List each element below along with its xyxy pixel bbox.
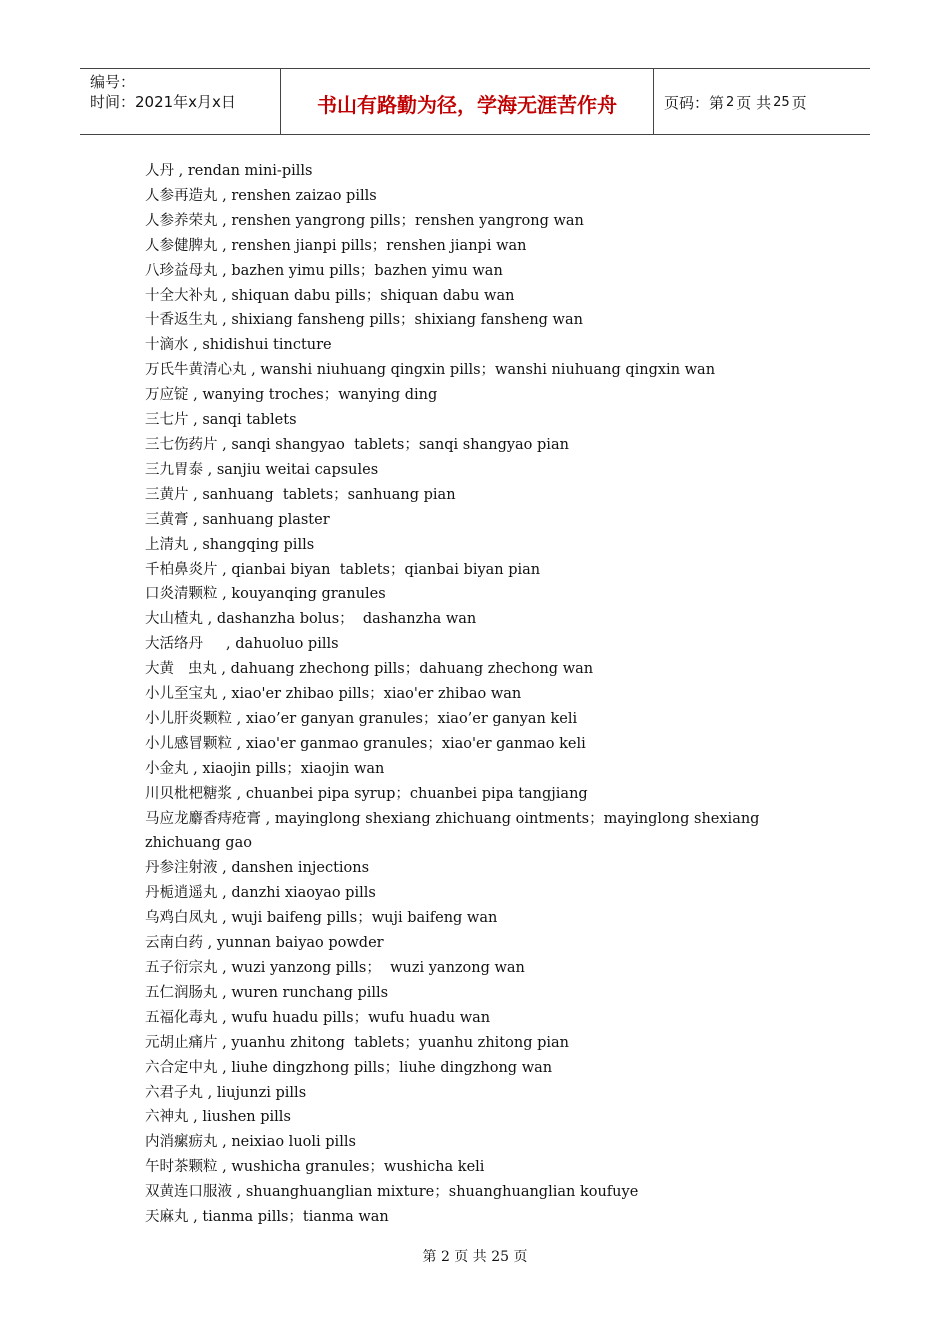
glossary-entry: 六君子丸 , liujunzi pills: [145, 1084, 307, 1101]
glossary-entry: 云南白药 , yunnan baiyao powder: [145, 935, 384, 952]
glossary-entry: 六神丸 , liushen pills: [145, 1109, 291, 1126]
glossary-entry: 大黄 虫丸 , dahuang zhechong pills；dahuang zhechong wan: [145, 661, 594, 678]
glossary-list: [145, 159, 795, 1230]
glossary-entry: 乌鸡白凤丸 , wuji baifeng pills；wuji baifeng wan: [145, 910, 498, 927]
glossary-entry: 大山楂丸 , dashanzha bolus； dashanzha wan: [145, 611, 477, 628]
glossary-entry: 川贝枇杷糖浆 , chuanbei pipa syrup；chuanbei pipa tangjiang: [145, 785, 588, 802]
glossary-entry: 五子衍宗丸 , wuzi yanzong pills； wuzi yanzong wan: [145, 960, 525, 976]
page-current: 2: [726, 95, 735, 110]
glossary-entry: 小金丸 , xiaojin pills；xiaojin wan: [145, 760, 385, 777]
time-label: 时间：2021年x月x日: [90, 93, 236, 111]
glossary-entry: 十滴水 , shidishui tincture: [145, 337, 332, 354]
glossary-entry: 万应锭 , wanying troches；wanying ding: [145, 387, 438, 404]
glossary-entry: 八珍益母丸 , bazhen yimu pills；bazhen yimu wan: [145, 262, 503, 279]
glossary-entry: 五福化毒丸 , wufu huadu pills；wufu huadu wan: [145, 1009, 491, 1026]
page-mid: 页 共: [736, 94, 772, 112]
glossary-entry: 十香返生丸 , shixiang fansheng pills；shixiang fansheng wan: [145, 312, 583, 329]
glossary-entry: 内消瘰疬丸 , neixiao luoli pills: [145, 1134, 356, 1151]
glossary-entry: 万氏牛黄清心丸 , wanshi niuhuang qingxin pills；wanshi niuhuang qingxin wan: [145, 362, 716, 379]
glossary-entry: 丹参注射液 , danshen injections: [145, 860, 370, 877]
page-total: 25: [773, 95, 790, 110]
glossary-entry: 口炎清颗粒 , kouyanqing granules: [145, 586, 386, 603]
glossary-entry: 小儿至宝丸 , xiao'er zhibao pills；xiao'er zhibao wan: [145, 686, 522, 703]
glossary-entry: 三七片 , sanqi tablets: [145, 412, 297, 429]
glossary-entry: 人参再造丸 , renshen zaizao pills: [145, 187, 377, 204]
header-page-info: [654, 69, 870, 134]
page-header: [80, 68, 870, 135]
glossary-entry: 小儿肝炎颗粒 , xiao’er ganyan granules；xiao’er ganyan keli: [145, 710, 578, 727]
glossary-entry: 三九胃泰 , sanjiu weitai capsules: [145, 461, 379, 478]
glossary-entry: 上清丸 , shangqing pills: [145, 536, 315, 553]
page-footer: 第 2 页 共 25 页: [422, 1249, 528, 1265]
glossary-entry: 人参养荣丸 , renshen yangrong pills；renshen yangrong wan: [145, 212, 584, 229]
glossary-entry: 三黄片 , sanhuang tablets；sanhuang pian: [145, 486, 456, 503]
glossary-entry: 马应龙麝香痔疮膏 , mayinglong shexiang zhichuang ointments；mayinglong shexiang zhichuang gao: [145, 810, 765, 852]
glossary-entry: 千柏鼻炎片 , qianbai biyan tablets；qianbai biyan pian: [145, 561, 541, 578]
page-prefix: 页码：第: [664, 94, 725, 112]
glossary-entry: 元胡止痛片 , yuanhu zhitong tablets；yuanhu zhitong pian: [145, 1034, 569, 1051]
glossary-entry: 双黄连口服液 , shuanghuanglian mixture；shuanghuanglian koufuye: [145, 1184, 639, 1201]
serial-label: 编号：: [90, 73, 136, 91]
glossary-entry: 十全大补丸 , shiquan dabu pills；shiquan dabu wan: [145, 287, 515, 304]
glossary-entry: 三黄膏 , sanhuang plaster: [145, 511, 330, 528]
glossary-entry: 三七伤药片 , sanqi shangyao tablets；sanqi shangyao pian: [145, 436, 569, 453]
glossary-entry: 人丹 , rendan mini-pills: [145, 163, 313, 179]
glossary-entry: 大活络丹 , dahuoluo pills: [145, 636, 339, 653]
header-motto: 书山有路勤为径，学海无涯苦作舟: [281, 69, 654, 134]
glossary-entry: 丹栀逍遥丸 , danzhi xiaoyao pills: [145, 885, 376, 902]
glossary-entry: 五仁润肠丸 , wuren runchang pills: [145, 984, 389, 1001]
header-meta: [80, 69, 281, 134]
glossary-entry: 午时茶颗粒 , wushicha granules；wushicha keli: [145, 1159, 485, 1176]
page-suffix: 页: [791, 94, 807, 112]
glossary-entry: 天麻丸 , tianma pills；tianma wan: [145, 1209, 389, 1226]
glossary-entry: 六合定中丸 , liuhe dingzhong pills；liuhe dingzhong wan: [145, 1059, 553, 1076]
glossary-entry: 人参健脾丸 , renshen jianpi pills；renshen jianpi wan: [145, 237, 527, 254]
glossary-entry: 小儿感冒颗粒 , xiao'er ganmao granules；xiao'er ganmao keli: [145, 735, 586, 752]
